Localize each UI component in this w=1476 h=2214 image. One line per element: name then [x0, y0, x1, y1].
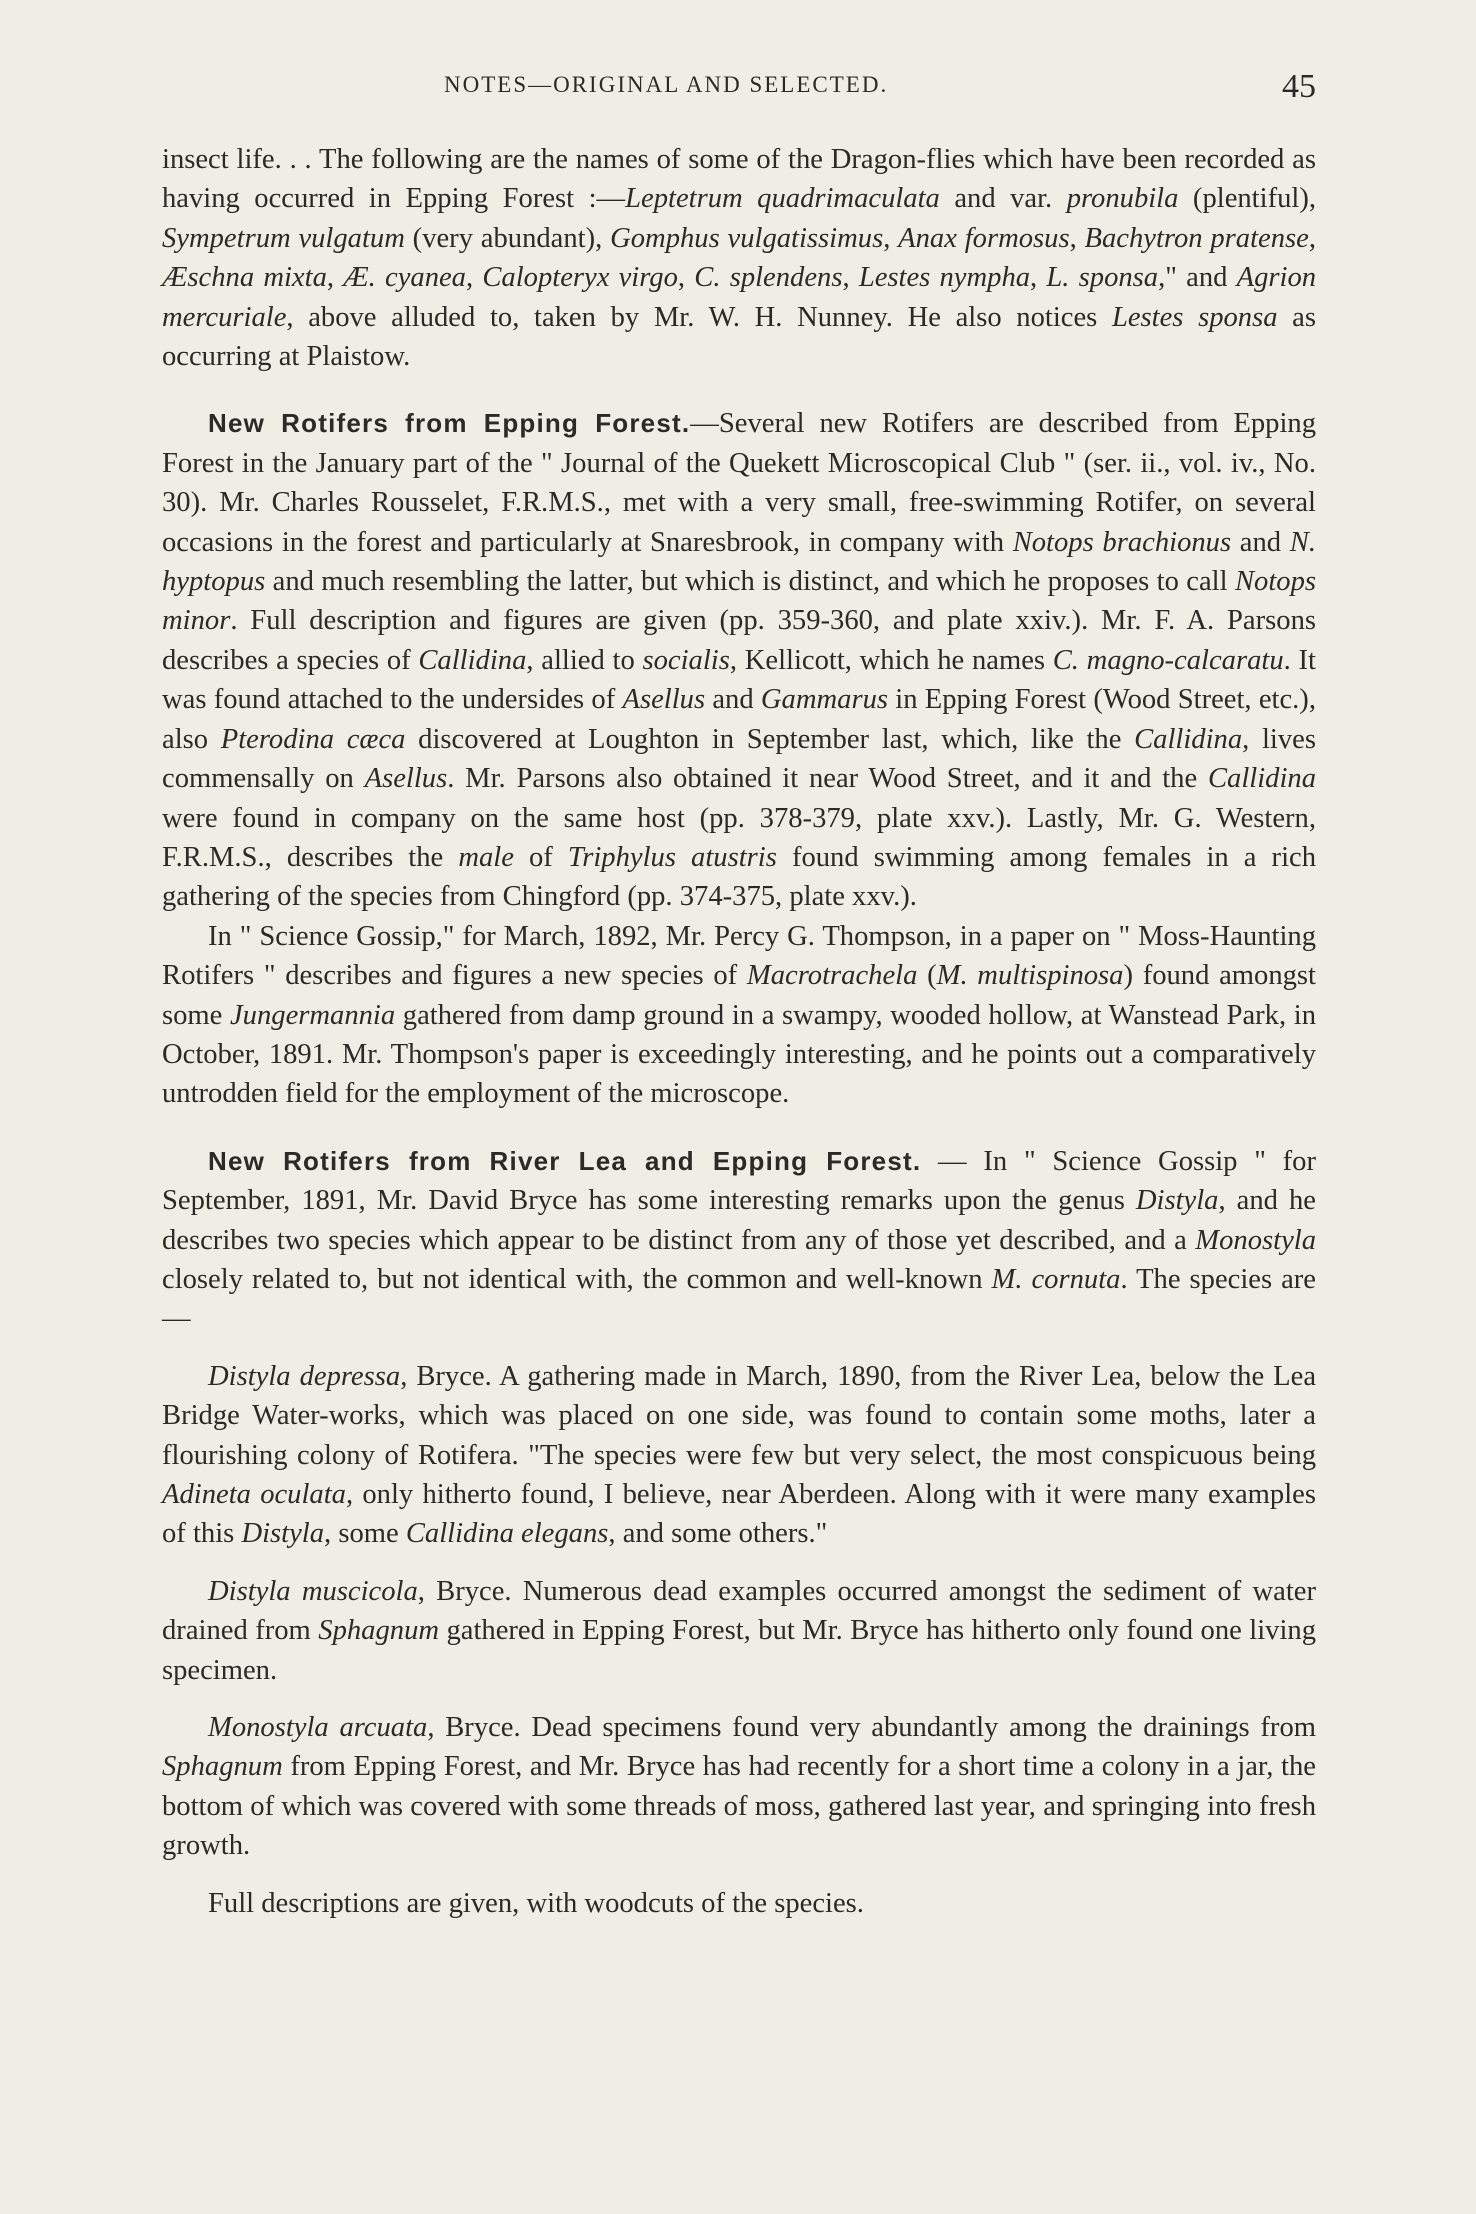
species-name: socialis — [642, 644, 730, 676]
species-name: Asellus — [364, 763, 448, 795]
text-run: —Several new Rotifers are described from Epping Forest in the January part of the " Journal of the Quekett Microscopical Club " (ser. ii., vol. iv., No. 30). Mr. Charles Rousselet, F.R.M.S., met with a very small, free-swimming Rotifer, on several occasions in the forest and particularly at Snaresbrook, in company with — [162, 408, 1317, 558]
text-run: closely related to, but not identical with, the common and well-known — [162, 1263, 992, 1295]
text-run: and — [1231, 526, 1290, 558]
species-name: Triphylus atustris — [567, 841, 777, 873]
species-name: C. splendens — [694, 262, 843, 294]
species-name: Jungermannia — [229, 999, 396, 1031]
text-run: , — [1030, 262, 1047, 294]
text-run: , — [1308, 222, 1317, 254]
text-run: , — [842, 262, 859, 294]
page-header — [162, 64, 1316, 114]
species-name: Leptetrum quadrimaculata — [625, 183, 940, 215]
section-heading: New Rotifers from Epping Forest. — [208, 408, 691, 439]
text-run: gathered from damp ground in a swampy, wooded hollow, at Wanstead Park, in October, 1891. Mr. Thompson's paper is exceedingly interesting, and he points out a comparatively untrodden field for the employment of the microscope. — [162, 999, 1316, 1110]
species-name: Agrion mercuriale — [162, 262, 1317, 333]
species-name: Sphagnum — [162, 1751, 283, 1783]
text-run: , — [1069, 222, 1085, 254]
species-name: Gomphus vulgatissimus — [610, 222, 884, 254]
text-run: , — [465, 262, 483, 294]
species-name: Distyla depressa — [208, 1360, 401, 1392]
text-run: In " Science Gossip," for March, 1892, Mr. Percy G. Thompson, in a paper on " Moss-Haunting Rotifers " describes and figures a new species of — [162, 920, 1316, 992]
paragraph-lea-rotifers — [162, 1142, 1316, 1339]
text-run: , Bryce. A gathering made in March, 1890, from the River Lea, below the Lea Bridge Water-works, which was placed on one side, was found to contain some moths, later a flourishing colony of Rotifera. "The species were few but very select, the most conspicuous being — [162, 1360, 1317, 1471]
paragraph-closing — [162, 1884, 1316, 1923]
text-run: ," and — [1158, 262, 1237, 294]
text-run: found swimming among females in a rich gathering of the species from Chingford (pp. 374-375, plate xxv.). — [162, 841, 1316, 913]
text-run: , — [326, 262, 344, 294]
text-run: , some — [324, 1518, 406, 1550]
text-run: . It was found attached to the undersides of — [162, 644, 1316, 716]
text-run: . Full description and figures are given (pp. 359-360, and plate xxiv.). Mr. F. A. Parsons describes a species of — [162, 605, 1316, 676]
text-run: ( — [917, 960, 937, 992]
species-name: Callidina elegans — [405, 1518, 609, 1550]
text-run: , — [677, 262, 695, 294]
species-name: Anax formosus — [898, 222, 1070, 254]
text-run: , and some others." — [608, 1518, 828, 1550]
text-run: gathered in Epping Forest, but Mr. Bryce has hitherto only found one living specimen. — [162, 1615, 1317, 1686]
text-run: , above alluded to, taken by Mr. W. H. Nunney. He also notices — [286, 301, 1112, 333]
species-name: M. multispinosa — [936, 960, 1124, 992]
species-name: Notops minor — [162, 566, 1316, 637]
text-run: Full descriptions are given, with woodcuts of the species. — [208, 1887, 864, 1919]
text-run: , Bryce. Numerous dead examples occurred amongst the sediment of water drained from — [162, 1575, 1316, 1647]
species-name: Sympetrum vulgatum — [162, 222, 405, 254]
species-name: Callidina — [418, 644, 527, 676]
text-run: , only hitherto found, I believe, near Aberdeen. Along with it were many examples of this — [162, 1479, 1316, 1550]
text-run: — In " Science Gossip " for September, 1891, Mr. David Bryce has some interesting remarks upon the genus — [162, 1145, 1316, 1217]
text-run: , Bryce. Dead specimens found very abundantly among the drainings from — [427, 1712, 1316, 1744]
species-name: Sphagnum — [318, 1615, 440, 1647]
species-name: Asellus — [622, 684, 706, 716]
species-name: Bachytron pratense — [1084, 222, 1309, 254]
text-run: and var. — [939, 183, 1067, 215]
text-run: . The species are— — [162, 1263, 1316, 1335]
species-name: Lestes nympha — [858, 262, 1031, 294]
text-run: from Epping Forest, and Mr. Bryce has had recently for a short time a colony in a jar, the bottom of which was covered with some threads of moss, gathered last year, and springing into fresh growth. — [162, 1751, 1316, 1862]
text-run: , and he describes two species which appear to be distinct from any of those yet described, and a — [162, 1185, 1316, 1256]
species-name: Monostyla — [1195, 1224, 1316, 1256]
running-head: NOTES—ORIGINAL AND SELECTED. — [444, 72, 889, 97]
text-run: and much resembling the latter, but which is distinct, and which he proposes to call — [265, 566, 1235, 598]
species-name: Distyla — [241, 1518, 325, 1550]
text-run: , Kellicott, which he names — [729, 644, 1053, 676]
page-number: 45 — [1282, 68, 1316, 105]
text-run: , — [883, 222, 899, 254]
paragraph-dragonflies — [162, 140, 1316, 376]
text-run: insect life. . . The following are the names of some of the Dragon-flies which have been recorded as having occurred in Epping Forest :— — [162, 144, 1316, 215]
species-name: Distyla — [1135, 1185, 1219, 1217]
text-run: (plentiful), — [1178, 183, 1316, 215]
species-name: Calopteryx virgo — [482, 262, 678, 294]
text-run: discovered at Loughton in September last, which, like the — [405, 723, 1135, 755]
text-run: as occurring at Plaistow. — [162, 301, 1317, 373]
species-name: Distyla muscicola — [208, 1575, 418, 1607]
species-name: Callidina — [1134, 723, 1243, 755]
text-run: in Epping Forest (Wood Street, etc.), also — [162, 684, 1316, 755]
species-name: Adineta oculata — [162, 1479, 346, 1510]
species-name: C. magno-calcaratu — [1052, 644, 1284, 676]
text-run: (very abundant), — [404, 222, 611, 254]
text-run: ) found amongst some — [162, 960, 1317, 1031]
species-name: Gammarus — [760, 684, 889, 716]
species-name: Notops brachionus — [1012, 526, 1232, 558]
text-run: were found in company on the same host (pp. 378-379, plate xxv.). Lastly, Mr. G. Western, F.R.M.S., describes the — [162, 802, 1316, 873]
text-run: , allied to — [526, 644, 643, 676]
species-name: L. sponsa — [1046, 262, 1159, 294]
species-name: Macrotrachela — [746, 960, 918, 992]
species-name: Pterodina cæca — [220, 723, 406, 755]
text-run: . Mr. Parsons also obtained it near Wood Street, and it and the — [447, 763, 1208, 795]
species-name: N. hyptopus — [162, 526, 1316, 598]
paragraph-monostyla-arcuata — [162, 1708, 1316, 1866]
species-name: Monostyla arcuata — [208, 1712, 428, 1744]
species-name: M. cornuta — [991, 1263, 1121, 1295]
paragraph-epping-rotifers — [162, 404, 1316, 916]
paragraph-distyla-muscicola — [162, 1572, 1316, 1690]
species-name: male — [458, 841, 514, 873]
species-name: Lestes sponsa — [1111, 301, 1278, 333]
species-name: Æschna mixta — [162, 262, 327, 294]
text-run: , lives commensally on — [162, 723, 1316, 795]
paragraph-science-gossip — [162, 917, 1316, 1114]
species-name: Callidina — [1207, 763, 1316, 795]
species-name: Æ. cyanea — [343, 262, 466, 294]
body-text — [162, 140, 1316, 1923]
text-run: and — [705, 684, 761, 716]
species-name: pronubila — [1066, 183, 1179, 215]
paragraph-distyla-depressa — [162, 1357, 1316, 1554]
text-run: of — [513, 841, 568, 873]
section-heading: New Rotifers from River Lea and Epping Forest. — [208, 1145, 922, 1176]
